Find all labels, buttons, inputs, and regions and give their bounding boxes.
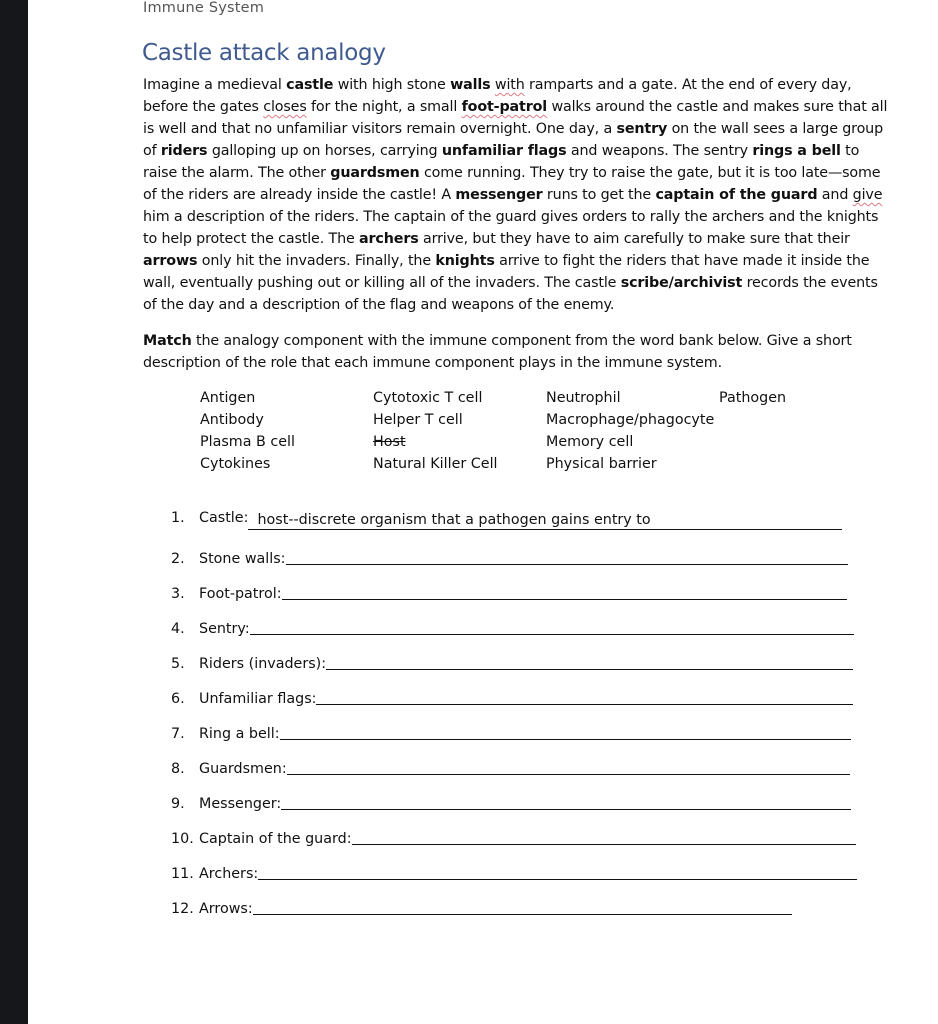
question-row: [171, 860, 857, 882]
question-row: [171, 545, 848, 567]
word-bank-term: Antibody: [200, 412, 264, 428]
answer-blank[interactable]: [287, 757, 850, 775]
word-bank-term: Antigen: [200, 390, 256, 406]
page-header: Immune System: [143, 0, 265, 16]
question-label: Arrows:: [199, 901, 253, 917]
question-number: 8.: [171, 761, 185, 777]
story-text: on the wall sees a large group of: [143, 121, 884, 159]
word-bank-term: Cytotoxic T cell: [373, 390, 483, 406]
question-row: [171, 720, 851, 742]
word-bank-term: Host: [373, 434, 406, 450]
story-text: give: [852, 187, 883, 203]
story-text: him a description of the riders. The captain of the guard gives orders to rally the archers and the knights to help protect the castle. The: [143, 209, 879, 247]
question-number: 9.: [171, 796, 185, 812]
story-text: and weapons. The sentry: [566, 143, 753, 159]
word-bank-term: Neutrophil: [546, 390, 621, 406]
story-text: closes: [263, 99, 307, 115]
question-number: 10.: [171, 831, 194, 847]
instructions-bold: Match: [143, 333, 192, 349]
word-bank-term: Pathogen: [719, 390, 787, 406]
answer-blank[interactable]: [250, 617, 854, 635]
question-label: Stone walls:: [199, 551, 286, 567]
story-text: with: [494, 77, 525, 93]
answer-blank[interactable]: [286, 547, 848, 565]
story-text: arrive to fight the riders that have made it inside the wall, eventually pushing out or killing all of the invaders. The castle: [143, 253, 870, 291]
word-bank-column-1: [200, 387, 295, 475]
story-text: ramparts and a gate. At the end of every day, before the gates: [143, 77, 852, 115]
question-row: [171, 755, 850, 777]
story-text: come running. They try to raise the gate, but it is too late—some of the riders are already inside the castle! A: [143, 165, 881, 203]
story-text: for the night, a small: [306, 99, 462, 115]
answer-blank[interactable]: [253, 897, 792, 915]
answer-blank[interactable]: [281, 792, 851, 810]
bold-term: foot-patrol: [461, 99, 548, 115]
story-text: galloping up on horses, carrying: [207, 143, 442, 159]
question-number: 2.: [171, 551, 185, 567]
question-number: 6.: [171, 691, 185, 707]
word-bank-column-3: [546, 387, 714, 475]
page-title: Castle attack analogy: [142, 40, 386, 66]
answer-blank[interactable]: [352, 827, 856, 845]
word-bank-term: Plasma B cell: [200, 434, 295, 450]
bold-term: unfamiliar flags: [441, 143, 567, 159]
question-label: Guardsmen:: [199, 761, 287, 777]
bold-term: messenger: [455, 187, 543, 203]
story-text: only hit the invaders. Finally, the: [197, 253, 436, 269]
analogy-paragraph: [143, 74, 895, 316]
story-text: Imagine a medieval: [143, 77, 287, 93]
question-number: 7.: [171, 726, 185, 742]
word-bank-term: Physical barrier: [546, 456, 657, 472]
answer-blank[interactable]: [248, 512, 842, 530]
question-row: [171, 790, 851, 812]
answer-blank[interactable]: [326, 652, 853, 670]
question-number: 1.: [171, 510, 185, 526]
story-text: walks around the castle and makes sure that all is well and that no unfamiliar visitors remain overnight. One day, a: [143, 99, 888, 137]
bold-term: castle: [286, 77, 334, 93]
word-bank-column-2: [373, 387, 498, 475]
answer-text: host--discrete organism that a pathogen gains entry to: [248, 512, 651, 528]
question-number: 3.: [171, 586, 185, 602]
question-row: [171, 580, 847, 602]
answer-blank[interactable]: [316, 687, 853, 705]
question-label: Ring a bell:: [199, 726, 280, 742]
story-text: to raise the alarm. The other: [143, 143, 860, 181]
question-label: Unfamiliar flags:: [199, 691, 317, 707]
bold-term: rings a bell: [752, 143, 841, 159]
answer-blank[interactable]: [258, 862, 857, 880]
bold-term: sentry: [616, 121, 668, 137]
question-row: [171, 685, 853, 707]
bold-term: walls: [450, 77, 491, 93]
question-number: 4.: [171, 621, 185, 637]
question-label: Messenger:: [199, 796, 282, 812]
question-number: 12.: [171, 901, 194, 917]
word-bank-term: Helper T cell: [373, 412, 463, 428]
question-row: [171, 615, 854, 637]
bold-term: knights: [435, 253, 495, 269]
word-bank-column-4: [719, 387, 786, 409]
document-page: [28, 0, 938, 1024]
question-label: Sentry:: [199, 621, 250, 637]
word-bank-term: Memory cell: [546, 434, 634, 450]
story-text: records the events of the day and a description of the flag and weapons of the enemy.: [143, 275, 878, 313]
story-text: runs to get the: [542, 187, 656, 203]
left-window-edge: [0, 0, 28, 1024]
story-text: arrive, but they have to aim carefully to make sure that their: [418, 231, 850, 247]
question-number: 5.: [171, 656, 185, 672]
instructions-text: the analogy component with the immune component from the word bank below. Give a short description of the role that each immune component plays in the immune system.: [143, 333, 852, 371]
bold-term: captain of the guard: [655, 187, 818, 203]
question-label: Foot-patrol:: [199, 586, 282, 602]
question-row: [171, 650, 853, 672]
bold-term: arrows: [143, 253, 198, 269]
bold-term: riders: [160, 143, 208, 159]
answer-blank[interactable]: [280, 722, 851, 740]
bold-term: scribe/archivist: [620, 275, 743, 291]
question-label: Riders (invaders):: [199, 656, 327, 672]
bold-term: archers: [359, 231, 419, 247]
story-text: with high stone: [333, 77, 451, 93]
question-label: Archers:: [199, 866, 259, 882]
word-bank-term: Cytokines: [200, 456, 271, 472]
question-label: Captain of the guard:: [199, 831, 352, 847]
question-row: [171, 825, 856, 847]
answer-blank[interactable]: [282, 582, 847, 600]
word-bank-term: Natural Killer Cell: [373, 456, 498, 472]
question-number: 11.: [171, 866, 194, 882]
instructions-paragraph: [143, 330, 895, 374]
question-row: [171, 510, 842, 532]
question-label: Castle:: [199, 510, 249, 526]
bold-term: guardsmen: [330, 165, 420, 181]
word-bank-term: Macrophage/phagocyte: [546, 412, 715, 428]
question-row: [171, 895, 792, 917]
story-text: and: [817, 187, 853, 203]
